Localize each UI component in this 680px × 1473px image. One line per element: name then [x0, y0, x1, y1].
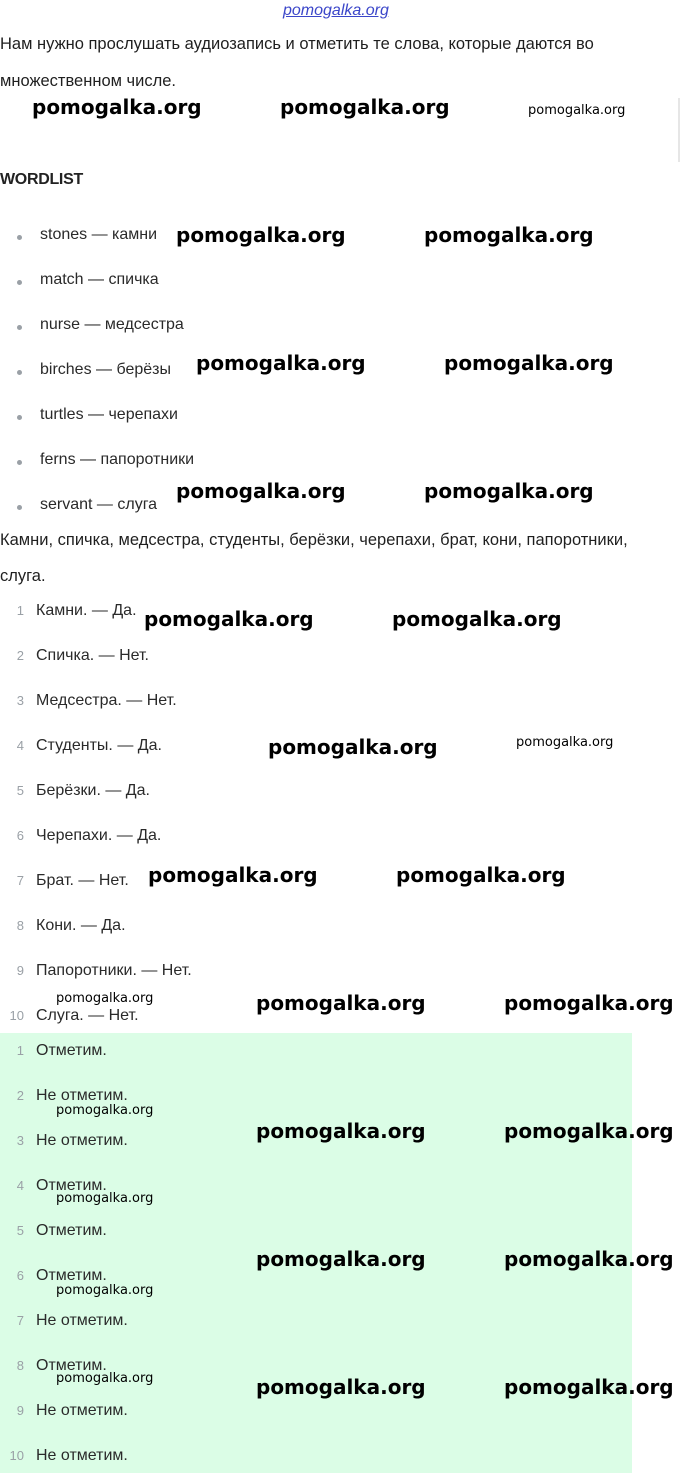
answer-text: Камни. — Да. — [36, 602, 137, 619]
mark-text: Отметим. — [36, 1267, 107, 1284]
wordlist-heading: WORDLIST — [0, 171, 83, 188]
watermark: pomogalka.org — [504, 1375, 674, 1399]
answer-text: Студенты. — Да. — [36, 737, 162, 754]
answer-number: 1 — [16, 603, 24, 618]
mark-number: 2 — [16, 1088, 24, 1103]
mark-number: 7 — [16, 1313, 24, 1328]
wordlist-item — [0, 451, 260, 473]
wordlist-item — [0, 406, 260, 428]
watermark: pomogalka.org — [196, 351, 366, 375]
answer-item — [0, 827, 300, 849]
mark-item — [0, 1312, 300, 1334]
mark-item — [0, 1222, 300, 1244]
mark-number: 1 — [16, 1043, 24, 1058]
mark-text: Не отметим. — [36, 1447, 128, 1464]
watermark: pomogalka.org — [32, 95, 202, 119]
answer-item — [0, 962, 300, 984]
watermark: pomogalka.org — [256, 1119, 426, 1143]
answer-number: 6 — [16, 828, 24, 843]
wordlist-item-text: servant — слуга — [40, 496, 158, 513]
mark-item — [0, 1042, 300, 1064]
answer-text: Черепахи. — Да. — [36, 827, 162, 844]
mark-number: 8 — [16, 1358, 24, 1373]
wordlist-item — [0, 316, 260, 338]
watermark: pomogalka.org — [444, 351, 614, 375]
watermark: pomogalka.org — [144, 607, 314, 631]
watermark: pomogalka.org — [396, 863, 566, 887]
mark-text: Не отметим. — [36, 1402, 128, 1419]
answer-number: 2 — [16, 648, 24, 663]
answer-text: Слуга. — Нет. — [36, 1007, 139, 1024]
answer-number: 3 — [16, 693, 24, 708]
answer-number: 4 — [16, 738, 24, 753]
task-intro: Нам нужно прослушать аудиозапись и отметить те слова, которые даются во множественном числе. — [0, 35, 594, 90]
answer-text: Кони. — Да. — [36, 917, 126, 934]
answer-item — [0, 917, 300, 939]
answer-number: 10 — [9, 1008, 24, 1023]
mark-number: 5 — [16, 1223, 24, 1238]
answer-text: Спичка. — Нет. — [36, 647, 149, 664]
mark-number: 9 — [16, 1403, 24, 1418]
mark-text: Отметим. — [36, 1357, 107, 1374]
mark-text: Отметим. — [36, 1042, 107, 1059]
wordlist-item-text: ferns — папоротники — [40, 451, 195, 468]
wordlist-item-text: match — спичка — [40, 271, 159, 288]
watermark: pomogalka.org — [256, 1375, 426, 1399]
watermark: pomogalka.org — [424, 479, 594, 503]
bullet-icon — [17, 460, 22, 465]
header-site-link[interactable]: pomogalka.org — [283, 2, 389, 19]
watermark: pomogalka.org — [504, 1119, 674, 1143]
answer-number: 5 — [16, 783, 24, 798]
mark-text: Отметим. — [36, 1177, 107, 1194]
watermark: pomogalka.org — [256, 991, 426, 1015]
watermark: pomogalka.org — [528, 103, 626, 118]
watermark: pomogalka.org — [256, 1247, 426, 1271]
mark-item — [0, 1132, 300, 1154]
answer-item — [0, 1007, 300, 1029]
bullet-icon — [17, 280, 22, 285]
answer-item — [0, 647, 300, 669]
watermark: pomogalka.org — [392, 607, 562, 631]
watermark: pomogalka.org — [176, 223, 346, 247]
answer-text: Папоротники. — Нет. — [36, 962, 192, 979]
mark-number: 6 — [16, 1268, 24, 1283]
answer-item — [0, 692, 300, 714]
answer-text: Брат. — Нет. — [36, 872, 129, 889]
answer-item — [0, 782, 300, 804]
bullet-icon — [17, 415, 22, 420]
watermark: pomogalka.org — [56, 1103, 154, 1118]
wordlist-item — [0, 271, 260, 293]
mark-number: 4 — [16, 1178, 24, 1193]
watermark: pomogalka.org — [424, 223, 594, 247]
mark-number: 10 — [9, 1448, 24, 1463]
watermark: pomogalka.org — [56, 991, 154, 1006]
watermark: pomogalka.org — [280, 95, 450, 119]
bullet-icon — [17, 325, 22, 330]
mark-text: Отметим. — [36, 1222, 107, 1239]
mark-number: 3 — [16, 1133, 24, 1148]
watermark: pomogalka.org — [56, 1283, 154, 1298]
watermark: pomogalka.org — [148, 863, 318, 887]
wordlist-item-text: stones — камни — [40, 226, 158, 243]
transcript-text: Камни, спичка, медсестра, студенты, берёзки, черепахи, брат, кони, папоротники, слуга. — [0, 531, 628, 585]
bullet-icon — [17, 370, 22, 375]
answer-item — [0, 737, 300, 759]
answer-number: 8 — [16, 918, 24, 933]
mark-text: Не отметим. — [36, 1312, 128, 1329]
mark-text: Не отметим. — [36, 1132, 128, 1149]
bullet-icon — [17, 235, 22, 240]
mark-item — [0, 1447, 300, 1469]
bullet-icon — [17, 505, 22, 510]
watermark: pomogalka.org — [504, 1247, 674, 1271]
answer-text: Медсестра. — Нет. — [36, 692, 177, 709]
watermark: pomogalka.org — [516, 735, 614, 750]
wordlist-item-text: turtles — черепахи — [40, 406, 178, 423]
wordlist-item-text: nurse — медсестра — [40, 316, 184, 333]
answer-text: Берёзки. — Да. — [36, 782, 150, 799]
watermark: pomogalka.org — [176, 479, 346, 503]
watermark: pomogalka.org — [56, 1191, 154, 1206]
watermark: pomogalka.org — [268, 735, 438, 759]
wordlist-item-text: birches — берёзы — [40, 361, 171, 378]
mark-text: Не отметим. — [36, 1087, 128, 1104]
watermark: pomogalka.org — [56, 1371, 154, 1386]
answer-number: 7 — [16, 873, 24, 888]
watermark: pomogalka.org — [504, 991, 674, 1015]
answer-number: 9 — [16, 963, 24, 978]
mark-item — [0, 1402, 300, 1424]
